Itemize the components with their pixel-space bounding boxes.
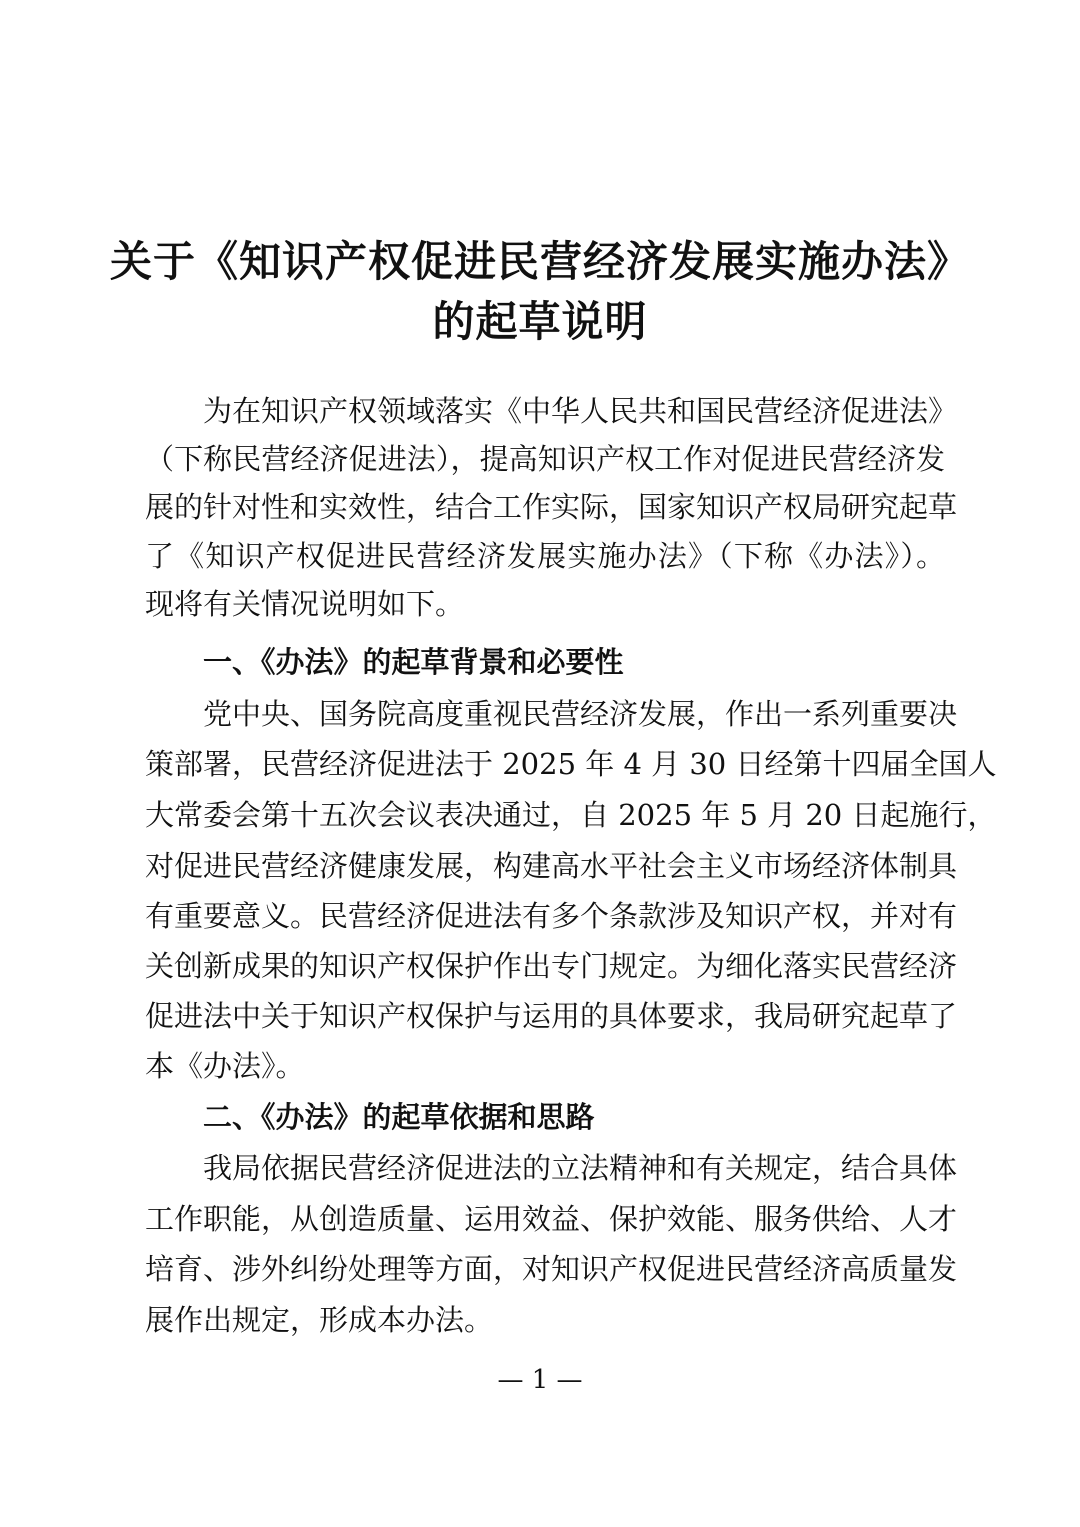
paragraph-line: 大常委会第十五次会议表决通过，自 2025 年 5 月 20 日起施行， bbox=[145, 798, 997, 832]
paragraph-line: 策部署，民营经济促进法于 2025 年 4 月 30 日经第十四届全国人 bbox=[145, 747, 997, 781]
paragraph-line: （下称民营经济促进法），提高知识产权工作对促进民营经济发 bbox=[145, 442, 945, 476]
paragraph-line: 对促进民营经济健康发展，构建高水平社会主义市场经济体制具 bbox=[145, 849, 958, 883]
paragraph-line: 我局依据民营经济促进法的立法精神和有关规定，结合具体 bbox=[203, 1151, 958, 1185]
paragraph-line: 现将有关情况说明如下。 bbox=[145, 587, 465, 621]
paragraph-line: 培育、涉外纠纷处理等方面，对知识产权促进民营经济高质量发 bbox=[145, 1252, 958, 1286]
title-line-2: 的起草说明 bbox=[432, 297, 648, 346]
paragraph-line: 了《知识产权促进民营经济发展实施办法》（下称《办法》）。 bbox=[145, 539, 945, 573]
section-heading-2: 二、《办法》的起草依据和思路 bbox=[203, 1100, 595, 1134]
paragraph-line: 本《办法》。 bbox=[145, 1049, 305, 1083]
paragraph-line: 有重要意义。民营经济促进法有多个条款涉及知识产权，并对有 bbox=[145, 899, 958, 933]
paragraph-line: 关创新成果的知识产权保护作出专门规定。为细化落实民营经济 bbox=[145, 949, 958, 983]
paragraph-line: 党中央、国务院高度重视民营经济发展，作出一系列重要决 bbox=[203, 697, 958, 731]
paragraph-line: 为在知识产权领域落实《中华人民共和国民营经济促进法》 bbox=[203, 394, 958, 428]
paragraph-line: 促进法中关于知识产权保护与运用的具体要求，我局研究起草了 bbox=[145, 999, 958, 1033]
title-line-1: 关于《知识产权促进民营经济发展实施办法》 bbox=[109, 237, 970, 286]
section-heading-1: 一、《办法》的起草背景和必要性 bbox=[203, 645, 624, 679]
paragraph-line: 展的针对性和实效性，结合工作实际，国家知识产权局研究起草 bbox=[145, 490, 958, 524]
paragraph-line: 工作职能，从创造质量、运用效益、保护效能、服务供给、人才 bbox=[145, 1202, 958, 1236]
paragraph-line: 展作出规定，形成本办法。 bbox=[145, 1303, 494, 1337]
page-number: — 1 — bbox=[497, 1365, 583, 1395]
